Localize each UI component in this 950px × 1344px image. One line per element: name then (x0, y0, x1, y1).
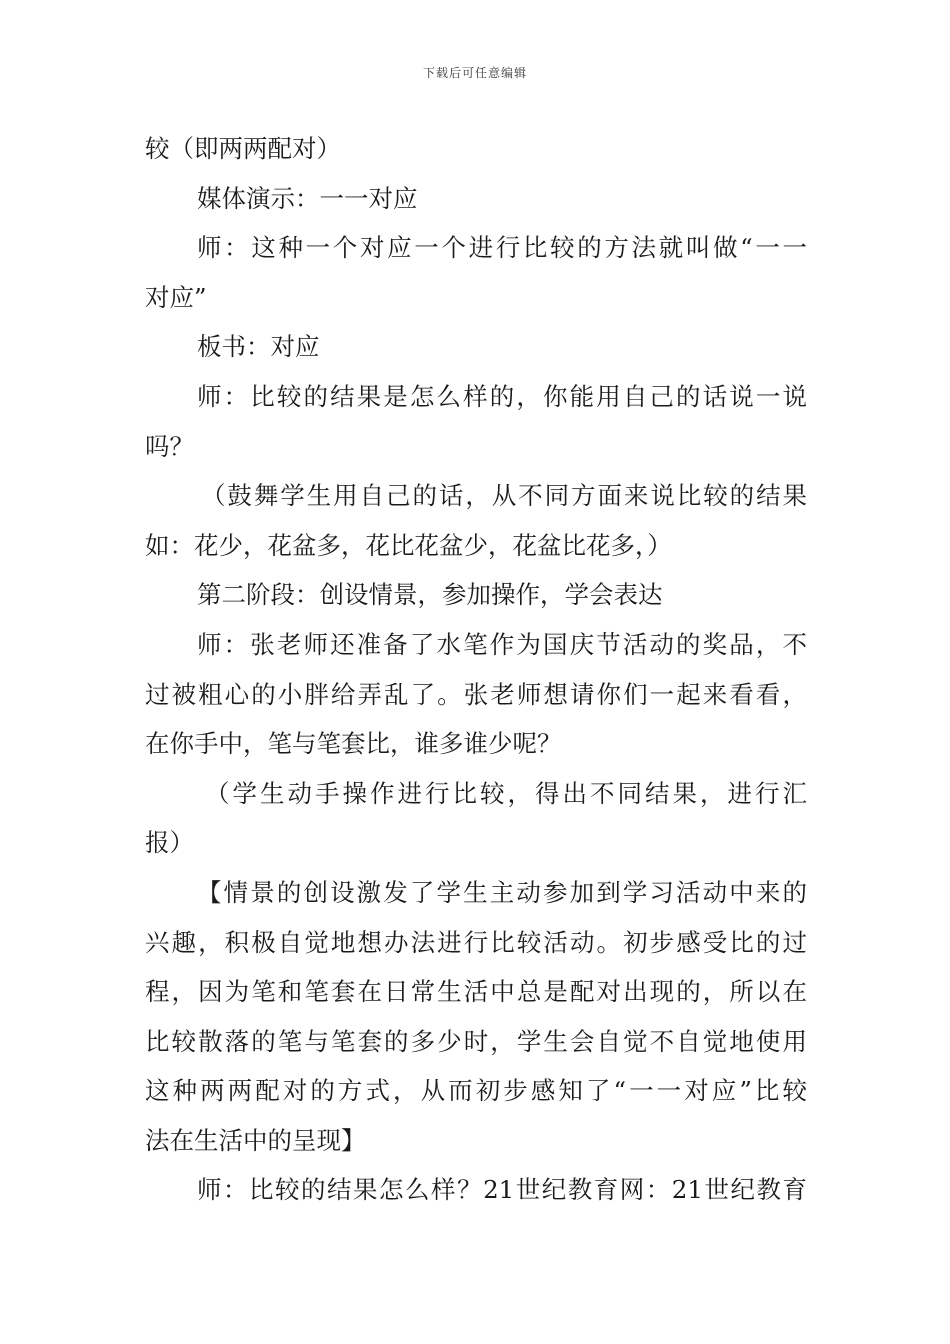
text-line: 师：张老师还准备了水笔作为国庆节活动的奖品，不 (197, 629, 807, 659)
text-line: 师：比较的结果怎么样？21世纪教育网：21世纪教育 (197, 1175, 807, 1205)
text-line: 师：这种一个对应一个进行比较的方法就叫做“一一 (197, 233, 807, 263)
text-line: 【情景的创设激发了学生主动参加到学习活动中来的 (197, 877, 807, 907)
text-line: （鼓舞学生用自己的话，从不同方面来说比较的结果 (201, 481, 807, 511)
text-line: 法在生活中的呈现】 (145, 1125, 366, 1155)
page-header: 下载后可任意编辑 (422, 66, 527, 80)
text-line: 师：比较的结果是怎么样的，你能用自己的话说一说 (197, 381, 807, 411)
text-line: 如：花少，花盆多，花比花盆少，花盆比花多，） (145, 530, 672, 560)
text-line: 兴趣，积极自觉地想办法进行比较活动。初步感受比的过 (145, 927, 807, 957)
text-line: 媒体演示：一一对应 (197, 183, 418, 213)
text-line: 过被粗心的小胖给弄乱了。张老师想请你们一起来看看， (145, 679, 807, 709)
text-line: 这种两两配对的方式，从而初步感知了“一一对应”比较 (145, 1076, 807, 1106)
text-line: 比较散落的笔与笔套的多少时，学生会自觉不自觉地使用 (145, 1026, 807, 1056)
text-line: 第二阶段：创设情景，参加操作，学会表达 (197, 580, 663, 610)
text-line: 对应” (145, 282, 207, 312)
text-line: 报） (145, 828, 194, 858)
text-line: 较（即两两配对） (145, 134, 341, 163)
text-line: 吗？ (145, 431, 194, 461)
text-line: （学生动手操作进行比较，得出不同结果，进行汇 (205, 778, 807, 808)
text-line: 板书：对应 (197, 332, 320, 362)
text-line: 在你手中，笔与笔套比，谁多谁少呢？ (145, 729, 562, 759)
document-body (145, 124, 807, 1215)
text-line: 程，因为笔和笔套在日常生活中总是配对出现的，所以在 (145, 977, 807, 1007)
